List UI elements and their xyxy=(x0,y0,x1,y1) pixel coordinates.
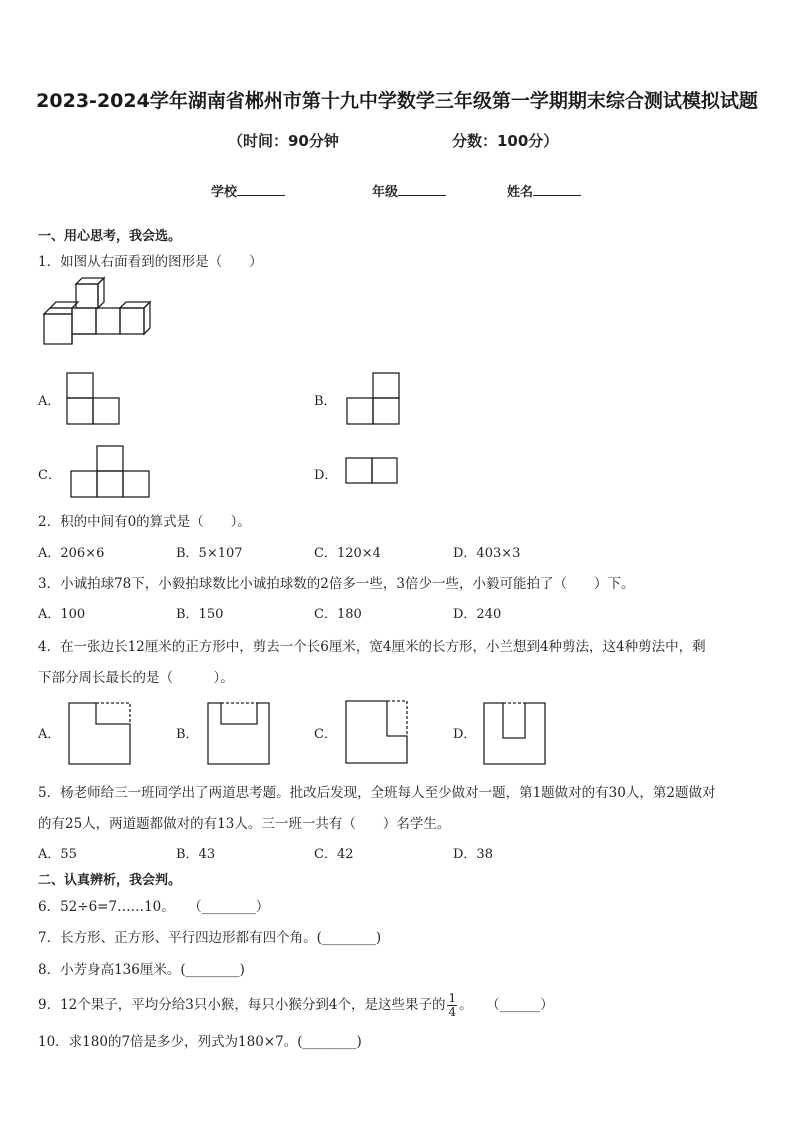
q5-option-c[interactable]: C．42 xyxy=(314,847,354,862)
q4-option-a-figure[interactable] xyxy=(68,702,132,766)
q1-option-d-figure[interactable] xyxy=(345,457,399,485)
q1-text: 1．如图从右面看到的图形是（ ） xyxy=(38,254,263,270)
q8-text[interactable]: 8．小芳身高136厘米。(________) xyxy=(38,962,245,978)
school-label: 学校 xyxy=(211,185,238,200)
name-label: 姓名 xyxy=(507,185,534,200)
q5-option-a[interactable]: A．55 xyxy=(38,847,77,862)
q6-text[interactable]: 6．52÷6=7……10。 （________） xyxy=(38,899,270,915)
q1-option-c-label[interactable]: C． xyxy=(38,468,61,483)
exam-time: （时间：90分钟 xyxy=(228,132,339,150)
q4-option-b-figure[interactable] xyxy=(207,702,271,766)
q4-text-line1: 4．在一张边长12厘米的正方形中，剪去一个长6厘米，宽4厘米的长方形，小兰想到4种剪法，这4种剪法中，剩 xyxy=(38,639,706,655)
q4-text-line2: 下部分周长最长的是（ ）。 xyxy=(38,670,234,686)
q9-fraction-numerator: 1 xyxy=(448,991,457,1005)
school-field[interactable] xyxy=(211,181,285,200)
school-blank[interactable] xyxy=(237,183,285,196)
page-title: 2023-2024学年湖南省郴州市第十九中学数学三年级第一学期期末综合测试模拟试题 xyxy=(36,90,758,112)
exam-score: 分数：100分） xyxy=(452,132,559,150)
q9-text[interactable] xyxy=(38,992,554,1019)
q5-text-line2: 的有25人，两道题都做对的有13人。三一班一共有（ ）名学生。 xyxy=(38,816,451,832)
q1-option-b-figure[interactable] xyxy=(346,372,400,426)
q3-option-c[interactable]: C．180 xyxy=(314,607,362,622)
grade-blank[interactable] xyxy=(398,183,446,196)
grade-field[interactable] xyxy=(372,181,446,200)
q4-option-d-label[interactable]: D． xyxy=(453,727,477,742)
q3-text: 3．小诚拍球78下，小毅拍球数比小诚拍球数的2倍多一些，3倍少一些，小毅可能拍了（ ）下。 xyxy=(38,576,635,592)
q1-option-d-label[interactable]: D． xyxy=(314,468,338,483)
q7-text[interactable]: 7．长方形、正方形、平行四边形都有四个角。(________) xyxy=(38,930,382,946)
q3-option-d[interactable]: D．240 xyxy=(453,607,502,622)
q4-option-c-figure[interactable] xyxy=(345,700,409,766)
q1-option-c-figure[interactable] xyxy=(70,445,152,499)
q4-option-d-figure[interactable] xyxy=(483,702,547,766)
q3-option-a[interactable]: A．100 xyxy=(38,607,86,622)
q2-option-c[interactable]: C．120×4 xyxy=(314,546,381,561)
q2-text: 2．积的中间有0的算式是（ ）。 xyxy=(38,514,251,530)
q1-option-a-figure[interactable] xyxy=(66,372,120,426)
q4-option-a-label[interactable]: A． xyxy=(38,727,61,742)
q2-option-a[interactable]: A．206×6 xyxy=(38,546,105,561)
q1-option-a-label[interactable]: A． xyxy=(38,394,61,409)
section1-heading: 一、用心思考，我会选。 xyxy=(38,229,182,244)
q5-option-b[interactable]: B．43 xyxy=(176,847,216,862)
section2-heading: 二、认真辨析，我会判。 xyxy=(38,873,182,888)
q1-cube-figure xyxy=(42,282,154,346)
grade-label: 年级 xyxy=(372,185,399,200)
name-field[interactable] xyxy=(507,181,581,200)
q1-option-b-label[interactable]: B． xyxy=(314,394,337,409)
q5-text-line1: 5．杨老师给三一班同学出了两道思考题。批改后发现，全班每人至少做对一题，第1题做对的有30人，第2题做对 xyxy=(38,785,716,801)
q5-option-d[interactable]: D．38 xyxy=(453,847,493,862)
name-blank[interactable] xyxy=(533,183,581,196)
q4-option-c-label[interactable]: C． xyxy=(314,727,337,742)
q3-option-b[interactable]: B．150 xyxy=(176,607,224,622)
q9-fraction xyxy=(447,992,457,1019)
q2-option-d[interactable]: D．403×3 xyxy=(453,546,521,561)
q9-text-pre: 9．12个果子，平均分给3只小猴，每只小猴分到4个，是这些果子的 xyxy=(38,997,446,1013)
q4-option-b-label[interactable]: B． xyxy=(176,727,199,742)
q2-option-b[interactable]: B．5×107 xyxy=(176,546,243,561)
q10-text[interactable]: 10．求180的7倍是多少，列式为180×7。(________) xyxy=(38,1034,362,1050)
q9-text-post: 。 （______） xyxy=(459,997,554,1013)
q9-fraction-denominator: 4 xyxy=(448,1005,457,1019)
